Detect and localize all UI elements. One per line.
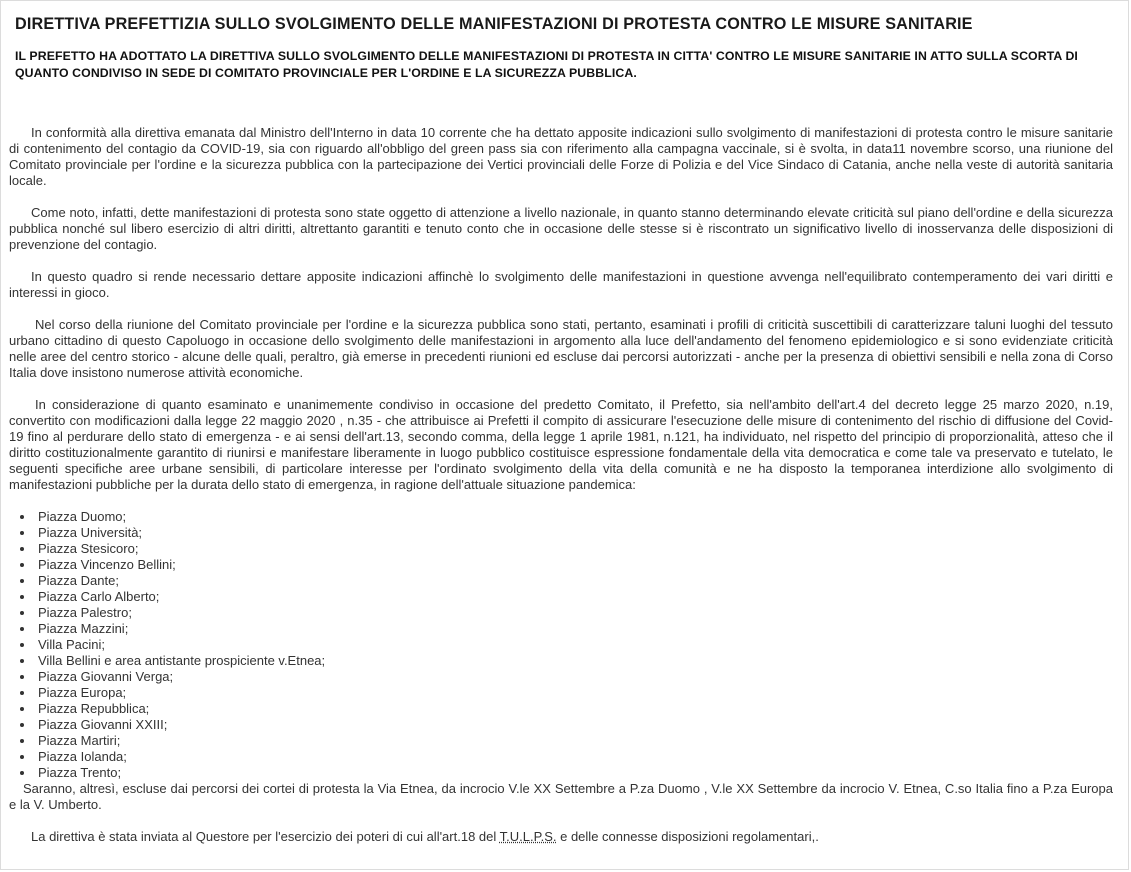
article-body (9, 125, 1113, 861)
page-subtitle: IL PREFETTO HA ADOTTATO LA DIRETTIVA SULLO SVOLGIMENTO DELLE MANIFESTAZIONI DI PROTESTA IN CITTA' CONTRO LE MISURE SANITARIE IN ATTO SULLA SCORTA DI QUANTO CONDIVISO IN SEDE DI COMITATO PROVINCIALE PER L'ORDINE E LA SICUREZZA PUBBLICA. (15, 49, 1078, 80)
list-item: • Piazza Europa; (20, 685, 1113, 701)
list-item: • Piazza Mazzini; (20, 621, 1113, 637)
list-item: • Piazza Stesicoro; (20, 541, 1113, 557)
list-item: • Piazza Trento; (20, 765, 1113, 781)
list-item: • Piazza Repubblica; (20, 701, 1113, 717)
closing-text-start: La direttiva è stata inviata al Questore per l'esercizio dei poteri di cui all'art.18 del (31, 829, 500, 844)
list-item: • Villa Pacini; (20, 637, 1113, 653)
list-item: • Piazza Dante; (20, 573, 1113, 589)
tulps-abbreviation[interactable]: T.U.L.P.S. (499, 829, 557, 844)
list-item: • Villa Bellini e area antistante prospiciente v.Etnea; (20, 653, 1113, 669)
list-item: • Piazza Duomo; (20, 509, 1113, 525)
list-item: • Piazza Palestro; (20, 605, 1113, 621)
closing-text-end: e delle connesse disposizioni regolamentari,. (556, 829, 819, 844)
paragraph-1: In conformità alla direttiva emanata dal Ministro dell'Interno in data 10 corrente che ha dettato apposite indicazioni sullo svolgimento di manifestazioni di protesta contro le misure sanitarie di contenimento del contagio da COVID-19, sia con riguardo all'obbligo del green pass sia con riferimento alla campagna vaccinale, si è svolta, in data11 novembre scorso, una riunione del Comitato provinciale per l'ordine e la sicurezza pubblica con la partecipazione dei Vertici provinciali delle Forze di Polizia e del Vice Sindaco di Catania, anche nella veste di autorità sanitaria locale. (9, 125, 1113, 188)
page-title: DIRETTIVA PREFETTIZIA SULLO SVOLGIMENTO DELLE MANIFESTAZIONI DI PROTESTA CONTRO LE MISURE SANITARIE (15, 15, 973, 33)
interdicted-areas-list (9, 509, 1113, 781)
list-item: • Piazza Iolanda; (20, 749, 1113, 765)
list-item: • Piazza Martiri; (20, 733, 1113, 749)
paragraph-5: In considerazione di quanto esaminato e unanimemente condiviso in occasione del predetto Comitato, il Prefetto, sia nell'ambito dell'art.4 del decreto legge 25 marzo 2020, n.19, convertito con modificazioni dalla legge 22 maggio 2020 , n.35 - che attribuisce ai Prefetti il compito di assicurare l'esecuzione delle misure di contenimento del rischio di diffusione del Covid-19 fino al perdurare dello stato di emergenza - e ai sensi dell'art.13, secondo comma, della legge 1 aprile 1981, n.121, ha individuato, nel rispetto del principio di proporzionalità, atteso che il diritto costituzionalmente garantito di riunirsi e manifestare liberamente in luogo pubblico costituisce espressione fondamentale della vita democratica e come tale va preservato e tutelato, le seguenti specifiche aree urbane sensibili, di particolare interesse per l'ordinato svolgimento della vita della comunità e ne ha disposto la temporanea interdizione allo svolgimento di manifestazioni pubbliche per la durata dello stato di emergenza, in ragione dell'attuale situazione pandemica: (9, 397, 1113, 492)
paragraph-2: Come noto, infatti, dette manifestazioni di protesta sono state oggetto di attenzione a livello nazionale, in quanto stanno determinando elevate criticità sul piano dell'ordine e della sicurezza pubblica nonché sul libero esercizio di altri diritti, altrettanto garantiti e tenuto conto che in occasione delle stesse si è riscontrato un significativo livello di inosservanza delle disposizioni di prevenzione del contagio. (9, 205, 1113, 252)
list-item: • Piazza Giovanni XXIII; (20, 717, 1113, 733)
list-item: • Piazza Università; (20, 525, 1113, 541)
list-item: • Piazza Vincenzo Bellini; (20, 557, 1113, 573)
list-item: • Piazza Carlo Alberto; (20, 589, 1113, 605)
paragraph-4: Nel corso della riunione del Comitato provinciale per l'ordine e la sicurezza pubblica sono stati, pertanto, esaminati i profili di criticità suscettibili di caratterizzare taluni luoghi del tessuto urbano cittadino di questo Capoluogo in occasione dello svolgimento delle manifestazioni in argomento alla luce dell'andamento del fenomeno epidemiologico e si sono evidenziate criticità nelle aree del centro storico - alcune delle quali, peraltro, già emerse in precedenti riunioni ed escluse dai percorsi autorizzati - anche per la presenza di obiettivi sensibili e nella zona di Corso Italia dove insistono numerose attività economiche. (9, 317, 1113, 380)
paragraph-3: In questo quadro si rende necessario dettare apposite indicazioni affinchè lo svolgimento delle manifestazioni in questione avvenga nell'equilibrato contemperamento dei vari diritti e interessi in gioco. (9, 269, 1113, 300)
excluded-routes-paragraph: Saranno, altresì, escluse dai percorsi dei cortei di protesta la Via Etnea, da incrocio V.le XX Settembre a P.za Duomo , V.le XX Settembre da incrocio V. Etnea, C.so Italia fino a P.za Europa e la V. Umberto. (9, 781, 1113, 812)
closing-paragraph (9, 829, 1113, 845)
list-item: • Piazza Giovanni Verga; (20, 669, 1113, 685)
